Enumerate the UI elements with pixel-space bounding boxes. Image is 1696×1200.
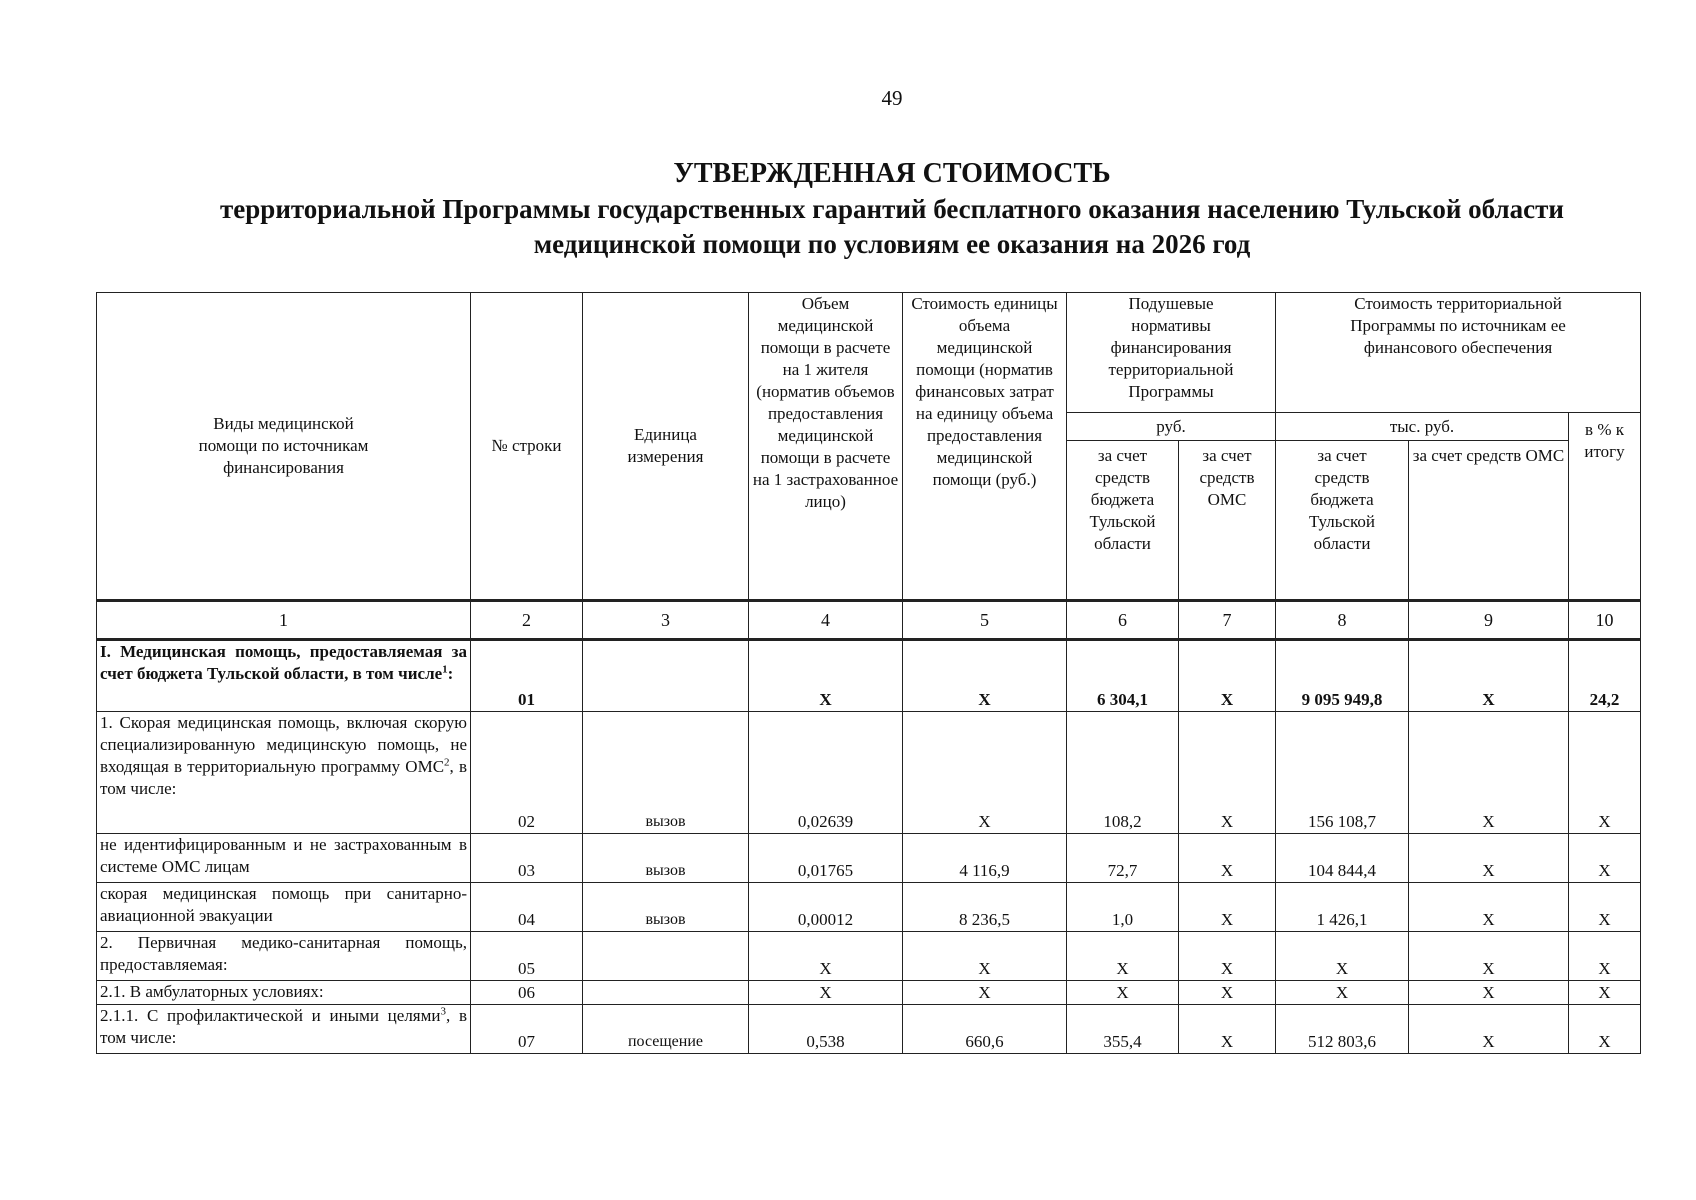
row-unit: вызов: [583, 834, 749, 883]
header-program-cost: Стоимость территориальной Программы по источникам ее финансового обеспечения: [1276, 293, 1641, 413]
row-percent: Х: [1569, 712, 1641, 834]
header-thous-rub: тыс. руб.: [1276, 413, 1569, 441]
row-unit-cost: Х: [903, 981, 1067, 1005]
header-volume: Объем медицинской помощи в расчете на 1 жителя (норматив объемов предоставления медицинской помощи в расчете на 1 застрахованное лицо): [749, 293, 903, 601]
row-number: 03: [471, 834, 583, 883]
header-rub: руб.: [1067, 413, 1276, 441]
row-volume: 0,00012: [749, 883, 903, 932]
row-budget-per-capita: 355,4: [1067, 1005, 1179, 1054]
row-volume: 0,02639: [749, 712, 903, 834]
row-number: 07: [471, 1005, 583, 1054]
row-volume: Х: [749, 932, 903, 981]
row-volume: Х: [749, 640, 903, 712]
row-percent: 24,2: [1569, 640, 1641, 712]
row-oms-cost: Х: [1409, 1005, 1569, 1054]
row-budget-cost: 1 426,1: [1276, 883, 1409, 932]
row-oms-per-capita: Х: [1179, 883, 1276, 932]
row-unit-cost: 4 116,9: [903, 834, 1067, 883]
row-budget-per-capita: 72,7: [1067, 834, 1179, 883]
header-oms-per-capita: за счет средств ОМС: [1179, 441, 1276, 601]
row-number: 05: [471, 932, 583, 981]
col-number: 3: [583, 601, 749, 640]
row-unit: [583, 981, 749, 1005]
header-per-capita: Подушевые нормативы финансирования территориальной Программы: [1067, 293, 1276, 413]
document-subtitle-line1: территориальной Программы государственных гарантий бесплатного оказания населению Тульской области: [220, 194, 1564, 224]
row-budget-per-capita: Х: [1067, 932, 1179, 981]
row-number: 02: [471, 712, 583, 834]
row-budget-cost: Х: [1276, 932, 1409, 981]
col-number: 8: [1276, 601, 1409, 640]
col-number: 9: [1409, 601, 1569, 640]
col-number: 6: [1067, 601, 1179, 640]
col-number: 2: [471, 601, 583, 640]
row-oms-per-capita: Х: [1179, 932, 1276, 981]
row-oms-per-capita: Х: [1179, 712, 1276, 834]
row-percent: Х: [1569, 1005, 1641, 1054]
col-number: 4: [749, 601, 903, 640]
row-budget-per-capita: 6 304,1: [1067, 640, 1179, 712]
row-volume: 0,01765: [749, 834, 903, 883]
row-oms-cost: Х: [1409, 883, 1569, 932]
table-row: [97, 981, 1641, 1005]
row-unit: вызов: [583, 883, 749, 932]
col-number: 1: [97, 601, 471, 640]
header-budget-cost: за счет средств бюджета Тульской области: [1276, 441, 1409, 601]
row-percent: Х: [1569, 981, 1641, 1005]
table-row: [97, 640, 1641, 712]
header-unit: Единица измерения: [583, 293, 749, 601]
row-budget-cost: 156 108,7: [1276, 712, 1409, 834]
row-unit: [583, 640, 749, 712]
table-row: [97, 932, 1641, 981]
header-row-number: № строки: [471, 293, 583, 601]
document-title: УТВЕРЖДЕННАЯ СТОИМОСТЬ: [673, 158, 1111, 189]
table-row: [97, 834, 1641, 883]
cost-table: [96, 292, 1641, 1054]
page-number: 49: [881, 86, 903, 110]
row-percent: Х: [1569, 932, 1641, 981]
header-unit-cost: Стоимость единицы объема медицинской помощи (норматив финансовых затрат на единицу объема предоставления медицинской помощи (руб.): [903, 293, 1067, 601]
row-oms-cost: Х: [1409, 712, 1569, 834]
row-unit: [583, 932, 749, 981]
header-percent: в % к итогу: [1569, 413, 1641, 601]
table-row: [97, 712, 1641, 834]
row-oms-per-capita: Х: [1179, 640, 1276, 712]
header-oms-cost: за счет средств ОМС: [1409, 441, 1569, 601]
table-row: [97, 1005, 1641, 1054]
row-description: скорая медицинская помощь при санитарно-авиационной эвакуации: [97, 883, 471, 932]
table-row: [97, 883, 1641, 932]
row-oms-per-capita: Х: [1179, 834, 1276, 883]
row-budget-cost: Х: [1276, 981, 1409, 1005]
header-budget-per-capita: за счет средств бюджета Тульской области: [1067, 441, 1179, 601]
row-volume: 0,538: [749, 1005, 903, 1054]
column-number-row: [97, 601, 1641, 640]
row-unit-cost: Х: [903, 640, 1067, 712]
row-unit-cost: 660,6: [903, 1005, 1067, 1054]
row-budget-per-capita: 108,2: [1067, 712, 1179, 834]
row-oms-cost: Х: [1409, 640, 1569, 712]
row-budget-per-capita: Х: [1067, 981, 1179, 1005]
row-oms-cost: Х: [1409, 834, 1569, 883]
col-number: 5: [903, 601, 1067, 640]
row-number: 01: [471, 640, 583, 712]
col-number: 10: [1569, 601, 1641, 640]
row-description: не идентифицированным и не застрахованным в системе ОМС лицам: [97, 834, 471, 883]
row-description: 2.1.1. С профилактической и иными целями$^3$, в том числе:: [97, 1005, 471, 1054]
row-percent: Х: [1569, 834, 1641, 883]
row-budget-cost: 512 803,6: [1276, 1005, 1409, 1054]
document-subtitle-line2: медицинской помощи по условиям ее оказания на 2026 год: [533, 229, 1251, 259]
row-description: 1. Скорая медицинская помощь, включая скорую специализированную медицинскую помощь, не входящая в территориальную программу ОМС$^2$, в том числе:: [97, 712, 471, 834]
row-oms-per-capita: Х: [1179, 1005, 1276, 1054]
row-volume: Х: [749, 981, 903, 1005]
row-description: 2. Первичная медико-санитарная помощь, предоставляемая:: [97, 932, 471, 981]
row-number: 06: [471, 981, 583, 1005]
row-description: I. Медицинская помощь, предоставляемая за счет бюджета Тульской области, в том числе$^1$:: [97, 640, 471, 712]
col-number: 7: [1179, 601, 1276, 640]
row-unit-cost: 8 236,5: [903, 883, 1067, 932]
header-types: Виды медицинской помощи по источникам финансирования: [97, 293, 471, 601]
row-budget-per-capita: 1,0: [1067, 883, 1179, 932]
row-number: 04: [471, 883, 583, 932]
row-percent: Х: [1569, 883, 1641, 932]
row-unit: вызов: [583, 712, 749, 834]
row-oms-cost: Х: [1409, 932, 1569, 981]
row-budget-cost: 104 844,4: [1276, 834, 1409, 883]
row-unit: посещение: [583, 1005, 749, 1054]
row-description: 2.1. В амбулаторных условиях:: [97, 981, 471, 1005]
row-unit-cost: Х: [903, 712, 1067, 834]
row-oms-per-capita: Х: [1179, 981, 1276, 1005]
row-budget-cost: 9 095 949,8: [1276, 640, 1409, 712]
row-oms-cost: Х: [1409, 981, 1569, 1005]
row-unit-cost: Х: [903, 932, 1067, 981]
